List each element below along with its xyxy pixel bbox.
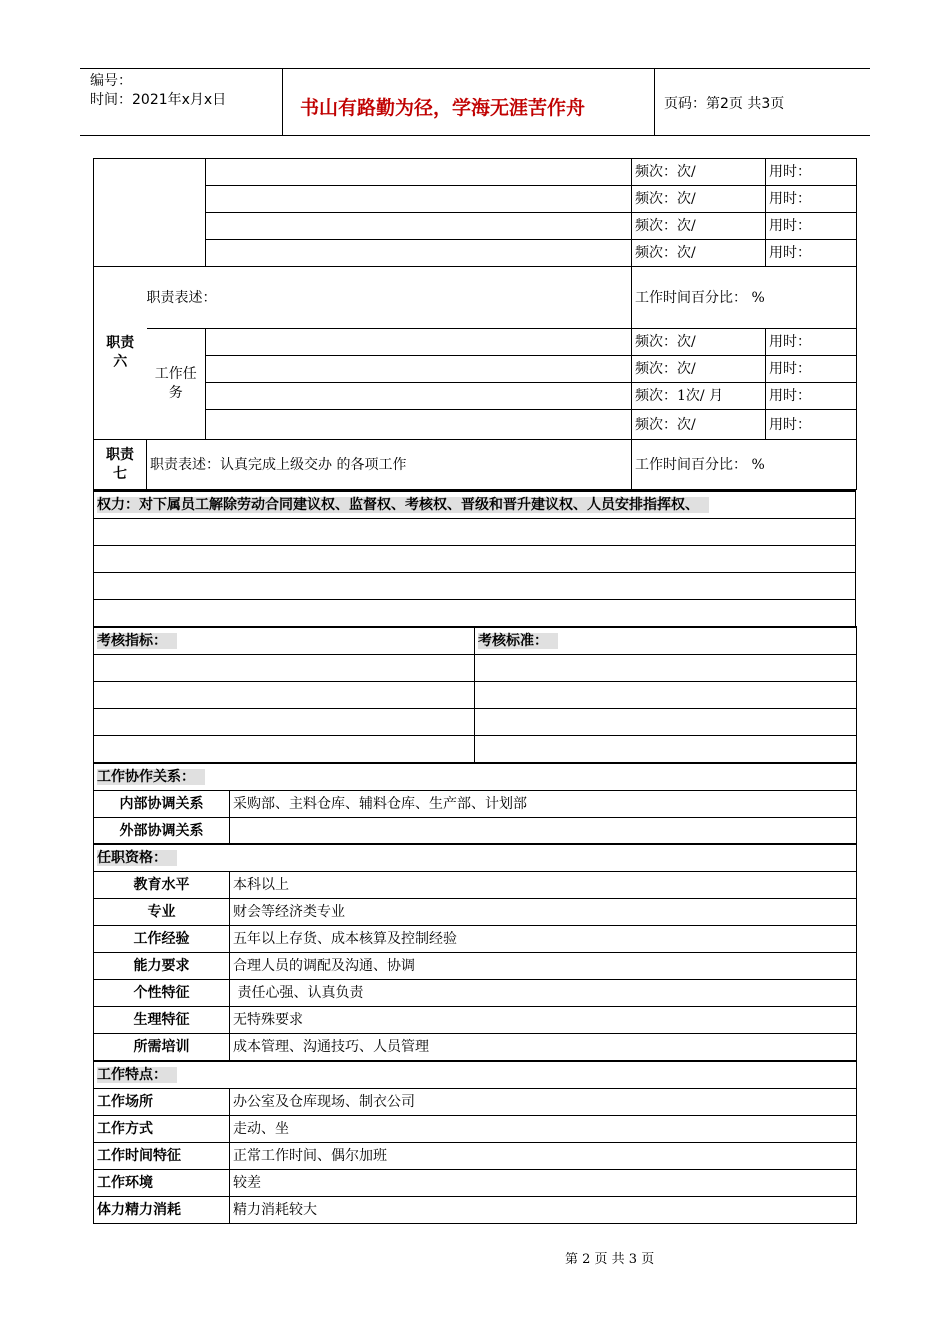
- freq-cell: 频次：次/: [632, 356, 766, 383]
- work-feature-key: 工作时间特征: [94, 1142, 230, 1169]
- indicator-input-cell[interactable]: [94, 681, 475, 708]
- freq-cell: 频次：次/: [632, 159, 766, 186]
- external-coordination-label: 外部协调关系: [94, 817, 230, 844]
- task-input-cell[interactable]: [206, 240, 632, 267]
- duty6-desc: 职责表述：: [147, 267, 632, 329]
- task-input-cell[interactable]: [206, 383, 632, 410]
- authority-input-row[interactable]: [94, 545, 856, 572]
- assessment-indicator-label: 考核指标：: [94, 627, 475, 654]
- task-input-cell[interactable]: [206, 356, 632, 383]
- qualification-key: 所需培训: [94, 1033, 230, 1060]
- standard-input-cell[interactable]: [475, 654, 857, 681]
- use-time-cell: 用时：: [766, 329, 857, 356]
- freq-cell: 频次：次/: [632, 329, 766, 356]
- assessment-standard-label: 考核标准：: [475, 627, 857, 654]
- authority-input-row[interactable]: [94, 599, 856, 626]
- use-time-cell: 用时：: [766, 159, 857, 186]
- task-input-cell[interactable]: [206, 329, 632, 356]
- work-feature-value: 精力消耗较大: [230, 1196, 857, 1223]
- authority-table: [93, 490, 856, 627]
- use-time-cell: 用时：: [766, 356, 857, 383]
- qualification-key: 个性特征: [94, 979, 230, 1006]
- authority-input-row[interactable]: [94, 518, 856, 545]
- freq-cell: 频次：1次/ 月: [632, 383, 766, 410]
- duties-table: [93, 158, 857, 490]
- document-code-label: 编号：: [90, 73, 132, 89]
- external-coordination-value[interactable]: [230, 817, 857, 844]
- qualification-value: 五年以上存货、成本核算及控制经验: [230, 925, 857, 952]
- indicator-input-cell[interactable]: [94, 654, 475, 681]
- work-feature-key: 工作环境: [94, 1169, 230, 1196]
- duty7-label: 职责七: [94, 440, 147, 490]
- work-feature-key: 工作场所: [94, 1088, 230, 1115]
- standard-input-cell[interactable]: [475, 681, 857, 708]
- task-input-cell[interactable]: [206, 213, 632, 240]
- qualification-value: 财会等经济类专业: [230, 898, 857, 925]
- assessment-table: [93, 626, 857, 763]
- header-divider-left: [282, 68, 283, 136]
- work-feature-value: 正常工作时间、偶尔加班: [230, 1142, 857, 1169]
- internal-coordination-label: 内部协调关系: [94, 790, 230, 817]
- qualification-value: 责任心强、认真负责: [230, 979, 857, 1006]
- use-time-cell: 用时：: [766, 213, 857, 240]
- freq-cell: 频次：次/: [632, 410, 766, 440]
- authority-label: 权力：对下属员工解除劳动合同建议权、监督权、考核权、晋级和晋升建议权、人员安排指挥权、: [94, 491, 856, 518]
- work-features-table: [93, 1060, 857, 1224]
- work-feature-key: 体力精力消耗: [94, 1196, 230, 1223]
- duty5-label-cell: [94, 159, 206, 267]
- qualification-value: 合理人员的调配及沟通、协调: [230, 952, 857, 979]
- freq-cell: 频次：次/: [632, 240, 766, 267]
- qualification-key: 生理特征: [94, 1006, 230, 1033]
- qualification-table: [93, 843, 857, 1061]
- use-time-cell: 用时：: [766, 240, 857, 267]
- freq-cell: 频次：次/: [632, 186, 766, 213]
- indicator-input-cell[interactable]: [94, 735, 475, 762]
- use-time-cell: 用时：: [766, 410, 857, 440]
- standard-input-cell[interactable]: [475, 735, 857, 762]
- qualification-label: 任职资格：: [94, 844, 857, 871]
- work-feature-value: 办公室及仓库现场、制衣公司: [230, 1088, 857, 1115]
- work-feature-value: 走动、坐: [230, 1115, 857, 1142]
- cooperation-label: 工作协作关系：: [94, 763, 857, 790]
- duty6-time-pct: 工作时间百分比： %: [632, 267, 857, 329]
- standard-input-cell[interactable]: [475, 708, 857, 735]
- freq-cell: 频次：次/: [632, 213, 766, 240]
- qualification-key: 教育水平: [94, 871, 230, 898]
- task-input-cell[interactable]: [206, 159, 632, 186]
- qualification-key: 专业: [94, 898, 230, 925]
- use-time-cell: 用时：: [766, 383, 857, 410]
- indicator-input-cell[interactable]: [94, 708, 475, 735]
- work-feature-value: 较差: [230, 1169, 857, 1196]
- authority-input-row[interactable]: [94, 572, 856, 599]
- duty6-label: 职责六: [94, 267, 147, 440]
- header-divider-right: [654, 68, 655, 136]
- qualification-value: 无特殊要求: [230, 1006, 857, 1033]
- qualification-key: 能力要求: [94, 952, 230, 979]
- duty7-time-pct: 工作时间百分比： %: [632, 440, 857, 490]
- cooperation-table: [93, 762, 857, 845]
- internal-coordination-value: 采购部、主料仓库、辅料仓库、生产部、计划部: [230, 790, 857, 817]
- task-input-cell[interactable]: [206, 186, 632, 213]
- qualification-key: 工作经验: [94, 925, 230, 952]
- qualification-value: 本科以上: [230, 871, 857, 898]
- duty7-desc: 职责表述：认真完成上级交办 的各项工作: [147, 440, 632, 490]
- document-time-label: 时间：2021年x月x日: [90, 92, 227, 108]
- use-time-cell: 用时：: [766, 186, 857, 213]
- header-page-label: 页码：第2页 共3页: [664, 96, 785, 112]
- task-input-cell[interactable]: [206, 410, 632, 440]
- header-motto: 书山有路勤为径，学海无涯苦作舟: [300, 97, 586, 119]
- header-top-rule: [80, 68, 870, 69]
- header-bottom-rule: [80, 135, 870, 136]
- page-footer: 第 2 页 共 3 页: [565, 1252, 655, 1267]
- qualification-value: 成本管理、沟通技巧、人员管理: [230, 1033, 857, 1060]
- task-label: 工作任务: [147, 329, 206, 440]
- work-features-label: 工作特点：: [94, 1061, 857, 1088]
- work-feature-key: 工作方式: [94, 1115, 230, 1142]
